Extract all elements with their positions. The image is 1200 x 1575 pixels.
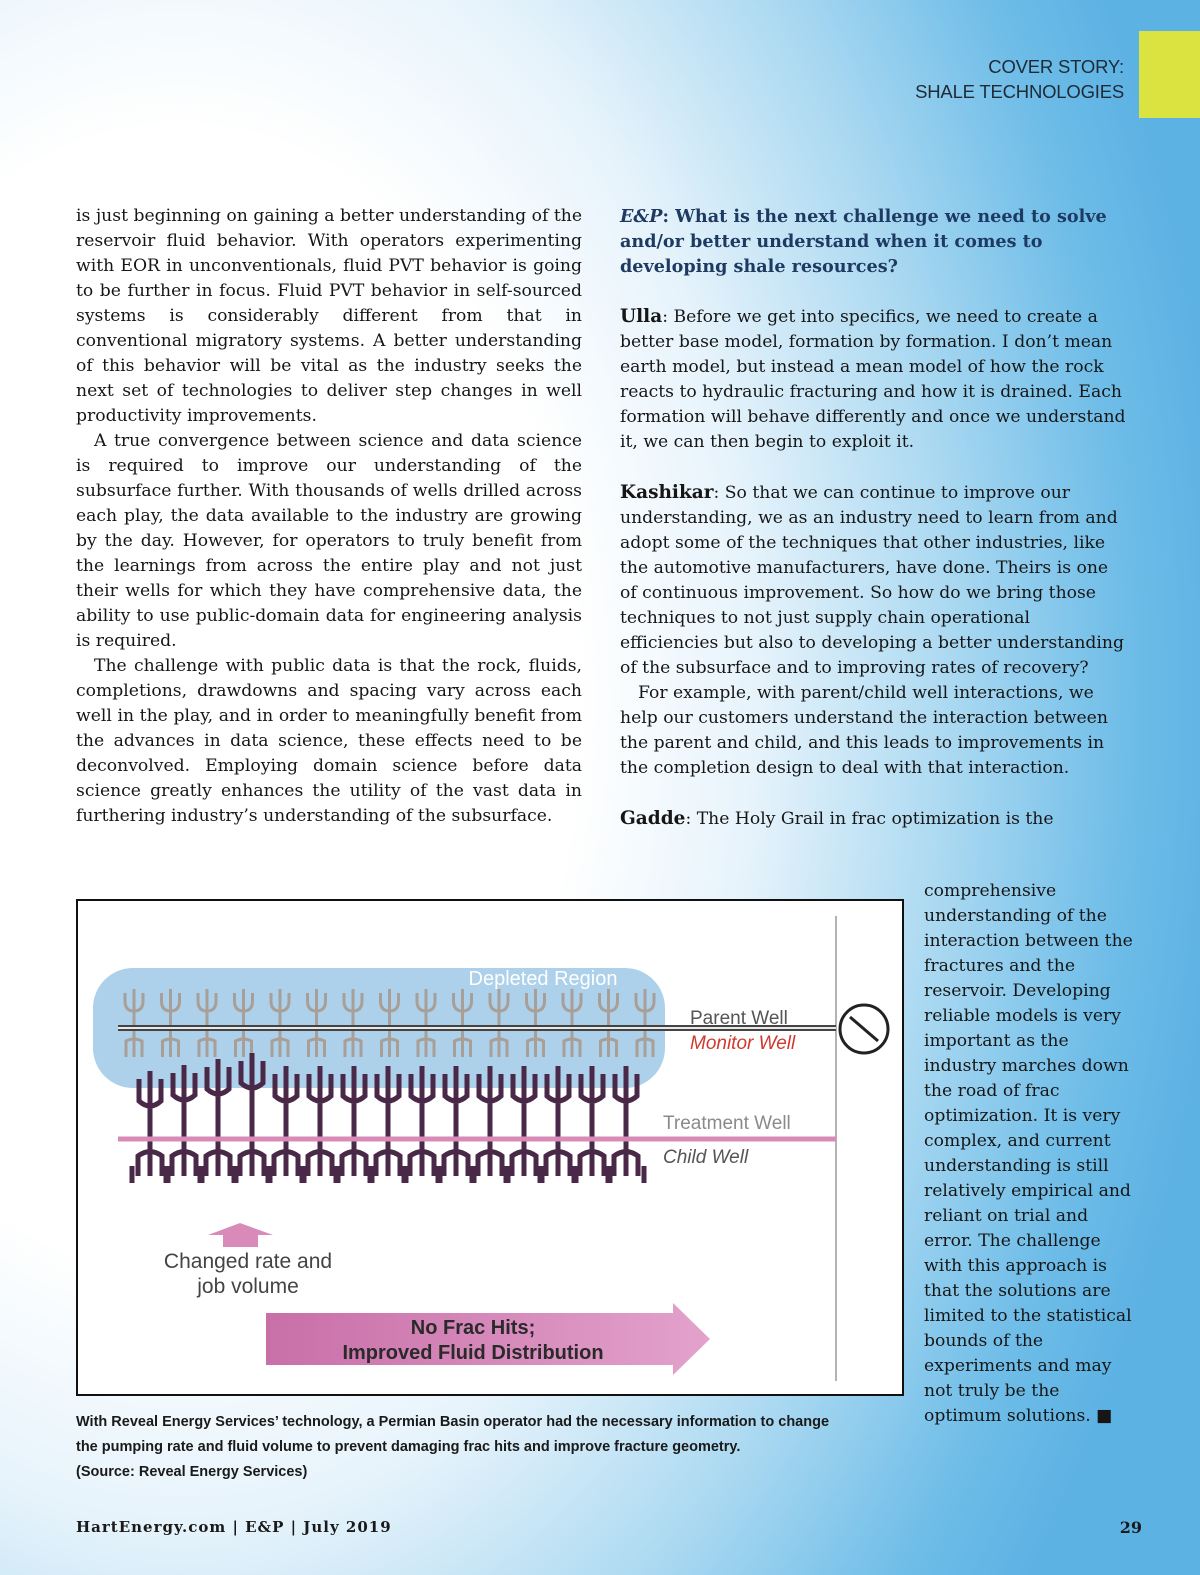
child-fracture: [200, 1059, 236, 1183]
answer-kashikar-p2: For example, with parent/child well interactions, we help our customers understand the interaction between the parent and child, and this leads to improvements in the completion design to deal with that interaction.: [620, 683, 1108, 778]
caption-line-1: With Reveal Energy Services’ technology, a Permian Basin operator had the necessary information to change: [76, 1414, 830, 1430]
left-paragraph-1: is just beginning on gaining a better understanding of the reservoir fluid behavior. With operators experimenting with EOR in unconventionals, fluid PVT behavior is going to be further in focus. Fluid PVT behavior in self-sourced systems is considerably different from that in conventional migratory systems. A better understanding of this behavior will be vital as the industry seeks the next set of technologies to deliver step changes in well productivity improvements.: [76, 206, 582, 426]
child-fracture: [574, 1066, 610, 1183]
answer-kashikar: [620, 480, 1128, 681]
answer-gadde: [620, 806, 1128, 832]
changed-rate-line2: job volume: [197, 1275, 299, 1298]
arrow-label-line2: Improved Fluid Distribution: [342, 1342, 604, 1364]
right-arrow-icon: [266, 1303, 710, 1375]
answer-ulla: [620, 304, 1128, 455]
section-header: [915, 54, 1124, 104]
left-paragraph-3: The challenge with public data is that the rock, fluids, completions, drawdowns and spacing vary across each well in the play, and in order to meaningfully benefit from the advances in data science, these effects need to be deconvolved. Employing domain science before data science greatly enhances the utility of the vast data in furthering industry’s understanding of the subsurface.: [76, 656, 582, 826]
changed-rate-line1: Changed rate and: [163, 1250, 333, 1273]
child-fracture: [438, 1066, 474, 1183]
answer-ulla-text: : Before we get into specifics, we need to create a better base model, formation by formation. I don’t mean earth model, but instead a mean model of how the rock reacts to hydraulic fracturing and how it is drained. Each formation will behave differently and once we understand it, we can then begin to exploit it.: [620, 307, 1126, 452]
left-column: [76, 204, 582, 829]
section-line-2: SHALE TECHNOLOGIES: [915, 81, 1124, 102]
child-fracture: [234, 1053, 270, 1183]
arrow-label-line1: No Frac Hits;: [410, 1317, 536, 1339]
child-fracture: [268, 1066, 304, 1183]
depleted-region-label: Depleted Region: [468, 968, 618, 990]
child-fracture: [132, 1071, 168, 1183]
speaker-kashikar: Kashikar: [620, 482, 714, 503]
answer-gadde-text: : The Holy Grail in frac optimization is the: [685, 809, 1054, 829]
parent-well-label: Parent Well: [690, 1008, 788, 1029]
monitor-well-label: Monitor Well: [690, 1033, 796, 1054]
answer-kashikar-text: : So that we can continue to improve our understanding, we as an industry need to learn from and adopt some of the techniques that other industries, like the automotive manufacturers, have done. Theirs is one of continuous improvement. So how do we bring those techniques to not just supply chain operational efficiencies but also to developing a better understanding of the subsurface and to improving rates of recovery?: [620, 483, 1124, 678]
speaker-gadde: Gadde: [620, 808, 686, 829]
up-arrow-icon: [208, 1223, 273, 1247]
speaker-ulla: Ulla: [620, 306, 663, 327]
page-number: 29: [1119, 1518, 1142, 1537]
child-fracture: [336, 1066, 372, 1183]
child-fracture: [404, 1066, 440, 1183]
footer-text: HartEnergy.com | E&P | July 2019: [76, 1518, 392, 1536]
right-column: [620, 204, 1128, 832]
section-color-tab: [1139, 31, 1200, 118]
child-fracture: [608, 1066, 644, 1183]
treatment-well-label: Treatment Well: [663, 1113, 791, 1134]
caption-source: (Source: Reveal Energy Services): [76, 1464, 308, 1480]
figure-caption: [76, 1410, 916, 1485]
child-well-label: Child Well: [663, 1147, 749, 1168]
child-fracture: [506, 1066, 542, 1183]
child-fracture: [166, 1065, 202, 1183]
frac-hit-figure: [76, 899, 904, 1396]
question-text: : What is the next challenge we need to solve and/or better understand when it comes to developing shale resources?: [620, 206, 1107, 277]
question-prefix: E&P: [620, 206, 663, 227]
frac-diagram: [78, 901, 902, 1394]
child-fracture: [370, 1066, 406, 1183]
child-fracture: [540, 1066, 576, 1183]
caption-line-2: the pumping rate and fluid volume to prevent damaging frac hits and improve fracture geometry.: [76, 1439, 741, 1455]
interview-question: [620, 204, 1128, 279]
section-line-1: COVER STORY:: [988, 56, 1124, 77]
left-paragraph-2: A true convergence between science and data science is required to improve our understanding of the subsurface further. With thousands of wells drilled across each play, the data available to the industry are growing by the day. However, for operators to truly benefit from the learnings from across the entire play and not just their wells for which they have comprehensive data, the ability to use public-domain data for engineering analysis is required.: [76, 431, 582, 651]
answer-gadde-continued: comprehensive understanding of the interaction between the fractures and the reservoir. Developing reliable models is very important as the industry marches down the road of frac optimization. It is very complex, and current understanding is still relatively empirical and reliant on trial and error. The challenge with this approach is that the solutions are limited to the statistical bounds of the experiments and may not truly be the optimum solutions. ■: [924, 881, 1133, 1426]
child-fracture: [302, 1066, 338, 1183]
child-fracture: [472, 1066, 508, 1183]
